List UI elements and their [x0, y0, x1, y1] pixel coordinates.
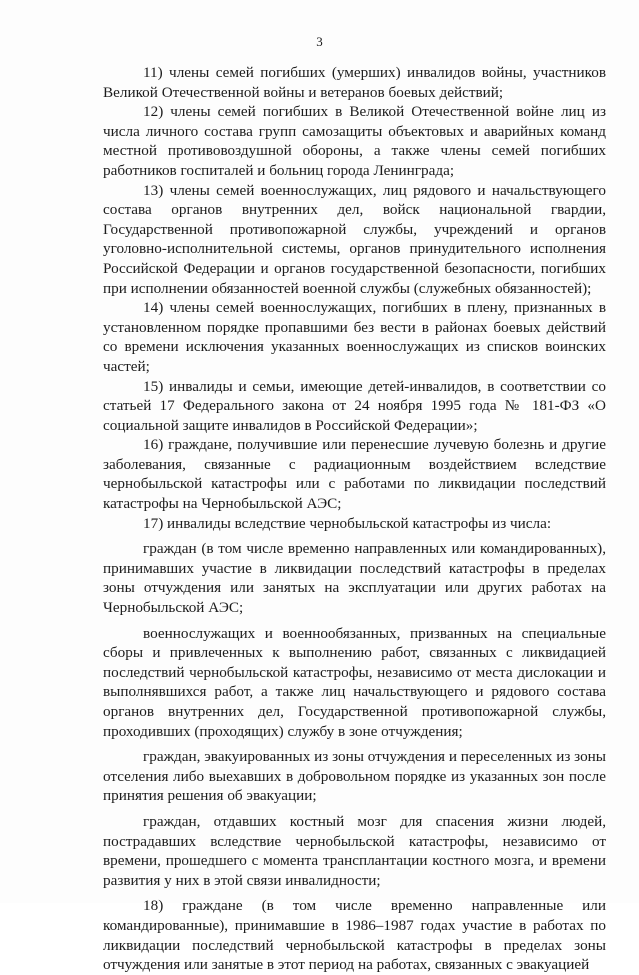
paragraph-15: 15) инвалиды и семьи, имеющие детей-инвалидов, в соответствии со статьей 17 Федерального закона от 24 ноября 1995 года № 181-ФЗ «О социальной защите инвалидов в Российской Федерации»;: [103, 377, 606, 434]
paragraph-17: 17) инвалиды вследствие чернобыльской катастрофы из числа:: [143, 514, 552, 532]
paragraph-14: 14) члены семей военнослужащих, погибших в плену, признанных в установленном порядке пропавшими без вести в районах боевых действий со времени исключения указанных военнослужащих из списков воинских частей;: [103, 299, 606, 375]
paragraph-17-sub-3: граждан, эвакуированных из зоны отчуждения и переселенных из зоны отселения либо выехавших в добровольном порядке из указанных зон после принятия решения об эвакуации;: [103, 748, 606, 805]
paragraph-18: 18) граждане (в том числе временно направленные или командированные), принимавшие в 1986–1987 годах участие в работах по ликвидации последствий чернобыльской катастрофы в пределах зоны отчуждения или занятые в этот период на работах, связанных с эвакуацией: [103, 897, 606, 974]
paragraph-11: 11) члены семей погибших (умерших) инвалидов войны, участников Великой Отечественной войны и ветеранов боевых действий;: [103, 64, 606, 101]
paragraph-16: 16) граждане, получившие или перенесшие лучевую болезнь и другие заболевания, связанные с радиационным воздействием вследствие чернобыльской катастрофы или с работами по ликвидации последствий катастрофы на Чернобыльской АЭС;: [103, 436, 606, 513]
paragraph-13: 13) члены семей военнослужащих, лиц рядового и начальствующего состава органов внутренних дел, войск национальной гвардии, Государственной противопожарной службы, учреждений и органов уголовно-исполнительной системы, органов принудительного исполнения Российской Федерации и органов государственной безопасности, погибших при исполнении обязанностей военной службы (служебных обязанностей);: [103, 181, 606, 297]
paragraph-17-sub-2: военнослужащих и военнообязанных, призванных на специальные сборы и привлеченных к выполнению работ, связанных с ликвидацией последствий чернобыльской катастрофы, независимо от места дислокации и выполнявшихся работ, а также лиц начальствующего и рядового состава органов внутренних дел, Государственной противопожарной службы, проходивших (проходящих) службу в зоне отчуждения;: [103, 624, 606, 740]
page-number: 3: [316, 34, 323, 49]
paragraph-12: 12) члены семей погибших в Великой Отечественной войне лиц из числа личного состава групп самозащиты объектовых и аварийных команд местной противовоздушной обороны, а также члены семей погибших работников госпиталей и больниц города Ленинграда;: [103, 103, 606, 179]
paragraph-17-sub-4: граждан, отдавших костный мозг для спасения жизни людей, пострадавших вследствие чернобыльской катастрофы, независимо от времени, прошедшего с момента трансплантации костного мозга, и времени развития у них в этой связи инвалидности;: [103, 812, 606, 889]
paragraph-17-sub-1: граждан (в том числе временно направленных или командированных), принимавших участие в ликвидации последствий катастрофы в пределах зоны отчуждения или занятых на эксплуатации или других работах на Чернобыльской АЭС;: [103, 540, 606, 617]
document-body: [103, 63, 606, 975]
